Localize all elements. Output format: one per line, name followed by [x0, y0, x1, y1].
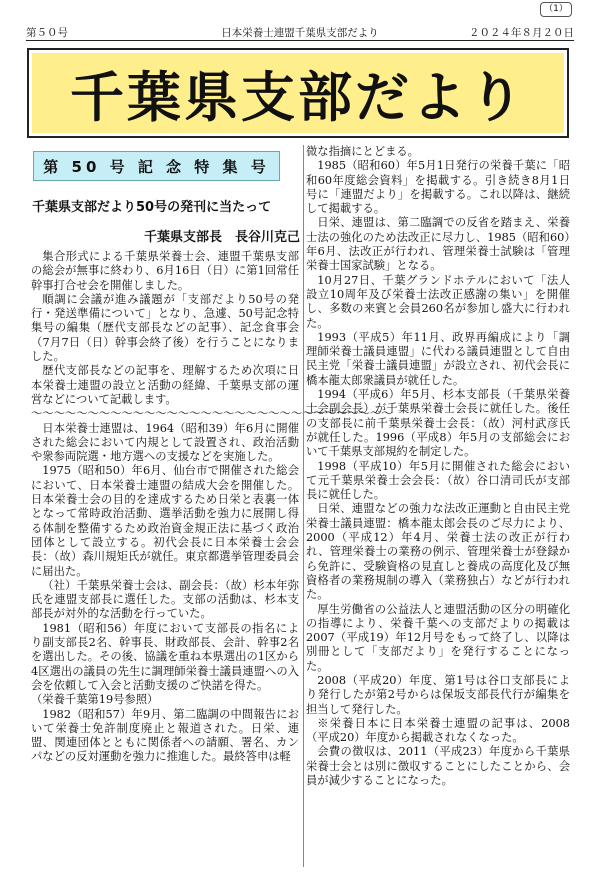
publication-name: 日本栄養士連盟千葉県支部だより — [221, 27, 379, 39]
article-title: 千葉県支部だより50号の発刊に当たって — [32, 200, 272, 215]
column-divider — [303, 145, 304, 867]
reference-note: （栄養千葉第19号参照） — [31, 693, 159, 707]
wave-divider: ～～～～～～～～～～～～～～～～～～～～～～～～～～～～～～～～ — [31, 407, 393, 421]
page-number: （1） — [540, 2, 572, 17]
paragraph: 日本栄養士連盟は、1964（昭和39）年6月に開催された総会において内規として設置され、政治活動や衆参両院選・地方選への支援などを実施した。 — [31, 421, 299, 464]
paragraph: 1998（平成10）年5月に開催された総会において元千葉県栄養士会会長：（故）谷口清司氏が支部長に就任した。 — [306, 459, 570, 502]
paragraph: 厚生労働省の公益法人と連盟活動の区分の明確化の指導により、栄養千葉への支部だよりの掲載は2007（平成19）年12月号をもって終了し、以降は別冊として「支部だより」を発行することになった。 — [306, 602, 570, 673]
issue-number: 第５０号 — [26, 27, 68, 39]
article-author: 千葉県支部長 長谷川克己 — [143, 230, 300, 245]
masthead-title: 千葉県支部だより — [70, 65, 526, 129]
paragraph: 10月27日、千葉グランドホテルにおいて「法人設立10周年及び栄養士法改正感謝の集い」を開催し、多数の来賓と会員260名が参加し盛大に行われた。 — [306, 273, 570, 330]
paragraph: 日栄、連盟などの強力な法改正運動と自由民主党栄養士議員連盟：橋本龍太郎会長のご尽力により、2000（平成12）年4月、栄養士法の改正が行われ、管理栄養士の業務の例示、管理栄養士が登録から免許に、受験資格の見直しと養成の高度化及び無資格者の業務規制の導入（業務独占）などが行われた。 — [306, 502, 570, 602]
paragraph: 1994（平成6）年5月、杉本支部長（千葉県栄養士会副会長）が千葉県栄養士会長に就任した。後任の支部長に前千葉県栄養士会長：（故）河村武彦氏が就任した。1996（平成8）年5月の支部総会において千葉県支部規約を制定した。 — [306, 388, 570, 459]
paragraph: 1993（平成5）年11月、政界再編成により「調理師栄養士議員連盟」に代わる議員連盟として自由民主党「栄養士議員連盟」が設立され、初代会長に橋本龍太郎衆議員が就任した。 — [306, 330, 570, 387]
paragraph: 集合形式による千葉県栄養士会、連盟千葉県支部の総会が無事に終わり、6月16日（日）に第1回常任幹事打合せ会を開催しました。 — [31, 250, 299, 292]
paragraph: 順調に会議が進み議題が「支部だより50号の発行・発送準備について」となり、急遽、50号記念特集号の編集（歴代支部長などの記事）、記念食事会（7月7日（日）幹事会終了後）を行うことになりました。 — [31, 292, 299, 364]
issue-date: ２０２４年８月２０日 — [469, 27, 574, 39]
paragraph: 1981（昭和56）年度において支部長の指名により副支部長2名、幹事長、財政部長、会計、幹事2名を選出した。その後、協議を重ね本県選出の1区から4区選出の議員の先生に調理師栄養士議員連盟への入会を依頼して入会と活動支援のご快諾を得た。 — [31, 621, 299, 692]
paragraph: ※栄養日本に日本栄養士連盟の記事は、2008（平成20）年度から掲載されなくなった。 — [306, 716, 570, 745]
right-column — [306, 145, 570, 788]
paragraph: 2008（平成20）年度、第1号は谷口支部長により発行したが第2号からは保坂支部長代行が編集を担当して発行した。 — [306, 673, 570, 716]
paragraph: 1982（昭和57）年9月、第二臨調の中間報告において栄養士免許制度廃止と報道された。日栄、連盟、関連団体とともに関係者への請願、署名、カンパなどの反対運動を強力に推進した。最終答申は軽 — [31, 707, 299, 764]
masthead — [27, 48, 569, 138]
left-column — [31, 250, 393, 765]
paragraph: （社）千葉県栄養士会は、副会長：（故）杉本年弥氏を連盟支部長に選任した。支部の活動は、杉本支部長が対外的な活動を行っていた。 — [31, 578, 299, 621]
paragraph: 微な指摘にとどまる。 — [306, 145, 419, 158]
special-issue-label: 第 50 号 記 念 特 集 号 — [33, 151, 280, 181]
paragraph: 1975（昭和50）年6月、仙台市で開催された総会において、日本栄養士連盟の結成大会を開催した。日本栄養士会の目的を達成するため日栄と表裏一体となって常時政治活動、選挙活動を強力に展開し得る体制を整備するため政治資金規正法に基づく政治団体として設立する。初代会長に日本栄養士会会長：（故）森川規矩氏が就任。東京都選挙管理委員会に届出た。 — [31, 464, 299, 578]
masthead-background — [32, 53, 564, 133]
paragraph: 日栄、連盟は、第二臨調での反省を踏まえ、栄養士法の強化のため法改正に尽力し、1985（昭和60）年6月、法改正が行われ、管理栄養士試験は「管理栄養士国家試験」となる。 — [306, 216, 570, 273]
paragraph: 会費の徴収は、2011（平成23）年度から千葉県栄養士会とは別に徴収することにしたことから、会員が減少することになった。 — [306, 745, 570, 788]
paragraph: 歴代支部長などの記事を、理解するため次項に日本栄養士連盟の設立と活動の経緯、千葉県支部の運営などについて記載します。 — [31, 364, 299, 406]
running-header — [26, 24, 574, 41]
paragraph: 1985（昭和60）年5月1日発行の栄養千葉に「昭和60年度総会資料」を掲載する。引き続き8月1日号に「連盟だより」を掲載する。これ以降は、継続して掲載する。 — [306, 159, 570, 216]
